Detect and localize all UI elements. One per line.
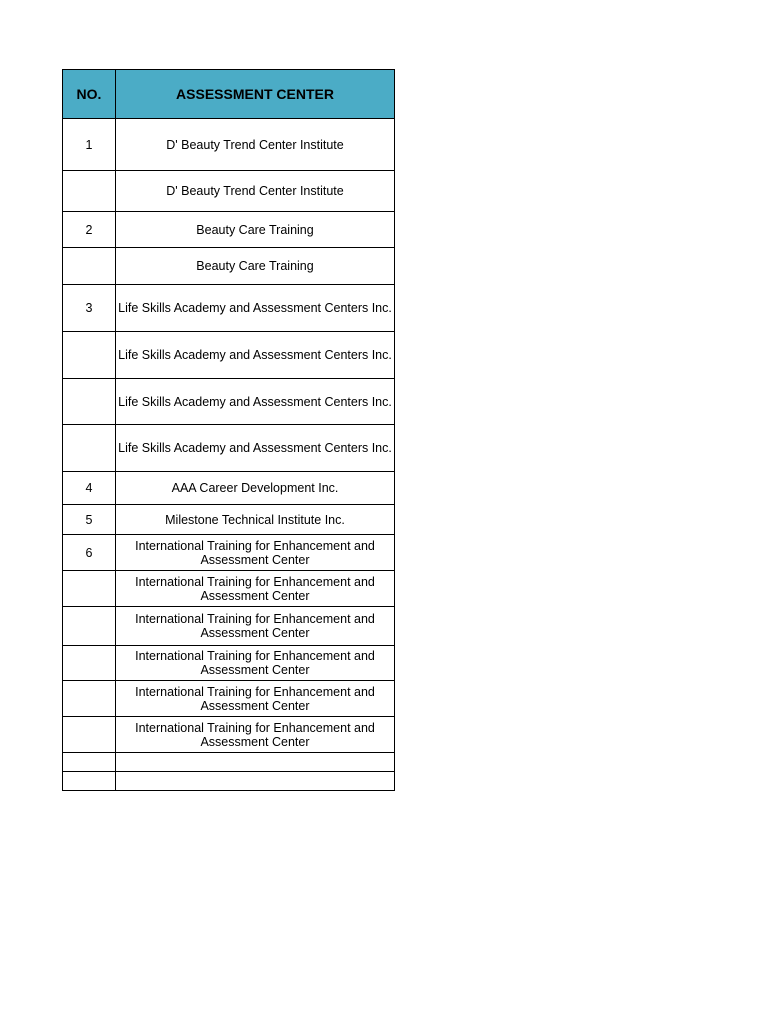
header-assessment-center: ASSESSMENT CENTER: [116, 70, 395, 119]
header-no: NO.: [63, 70, 116, 119]
row-number: [63, 607, 116, 646]
row-number: [63, 425, 116, 472]
table-row: [63, 717, 395, 753]
row-number: [63, 379, 116, 425]
assessment-center-name: Beauty Care Training: [116, 212, 395, 248]
assessment-center-name: Beauty Care Training: [116, 248, 395, 285]
table-row: [63, 571, 395, 607]
table-row: [63, 425, 395, 472]
row-number: [63, 681, 116, 717]
table-row: [63, 472, 395, 505]
assessment-center-name: D' Beauty Trend Center Institute: [116, 119, 395, 171]
table-row: [63, 332, 395, 379]
table-row: [63, 505, 395, 535]
assessment-center-name: International Training for Enhancement and Assessment Center: [116, 717, 395, 753]
table-row: [63, 753, 395, 772]
assessment-center-name: Life Skills Academy and Assessment Centers Inc.: [116, 379, 395, 425]
row-number: 3: [63, 285, 116, 332]
row-number: [63, 171, 116, 212]
table-row: [63, 285, 395, 332]
assessment-center-name: D' Beauty Trend Center Institute: [116, 171, 395, 212]
table-row: [63, 171, 395, 212]
row-number: [63, 571, 116, 607]
assessment-center-name: International Training for Enhancement and Assessment Center: [116, 646, 395, 681]
table-row: [63, 379, 395, 425]
row-number: 6: [63, 535, 116, 571]
header-row: [63, 70, 395, 119]
assessment-center-name: Life Skills Academy and Assessment Centers Inc.: [116, 285, 395, 332]
assessment-center-name: International Training for Enhancement and Assessment Center: [116, 607, 395, 646]
assessment-center-table: [62, 69, 395, 791]
row-number: [63, 332, 116, 379]
assessment-center-name: AAA Career Development Inc.: [116, 472, 395, 505]
row-number: 4: [63, 472, 116, 505]
table-row: [63, 607, 395, 646]
assessment-center-name: International Training for Enhancement and Assessment Center: [116, 535, 395, 571]
assessment-center-name: [116, 753, 395, 772]
table-row: [63, 212, 395, 248]
assessment-center-name: Milestone Technical Institute Inc.: [116, 505, 395, 535]
row-number: [63, 753, 116, 772]
row-number: 2: [63, 212, 116, 248]
table-row: [63, 646, 395, 681]
table-row: [63, 119, 395, 171]
table-row: [63, 772, 395, 791]
table-row: [63, 681, 395, 717]
row-number: 1: [63, 119, 116, 171]
row-number: [63, 717, 116, 753]
assessment-center-name: [116, 772, 395, 791]
table-row: [63, 535, 395, 571]
table-row: [63, 248, 395, 285]
row-number: 5: [63, 505, 116, 535]
assessment-center-name: Life Skills Academy and Assessment Centers Inc.: [116, 332, 395, 379]
assessment-center-name: Life Skills Academy and Assessment Centers Inc.: [116, 425, 395, 472]
assessment-center-name: International Training for Enhancement and Assessment Center: [116, 571, 395, 607]
row-number: [63, 248, 116, 285]
row-number: [63, 646, 116, 681]
assessment-center-name: International Training for Enhancement and Assessment Center: [116, 681, 395, 717]
row-number: [63, 772, 116, 791]
